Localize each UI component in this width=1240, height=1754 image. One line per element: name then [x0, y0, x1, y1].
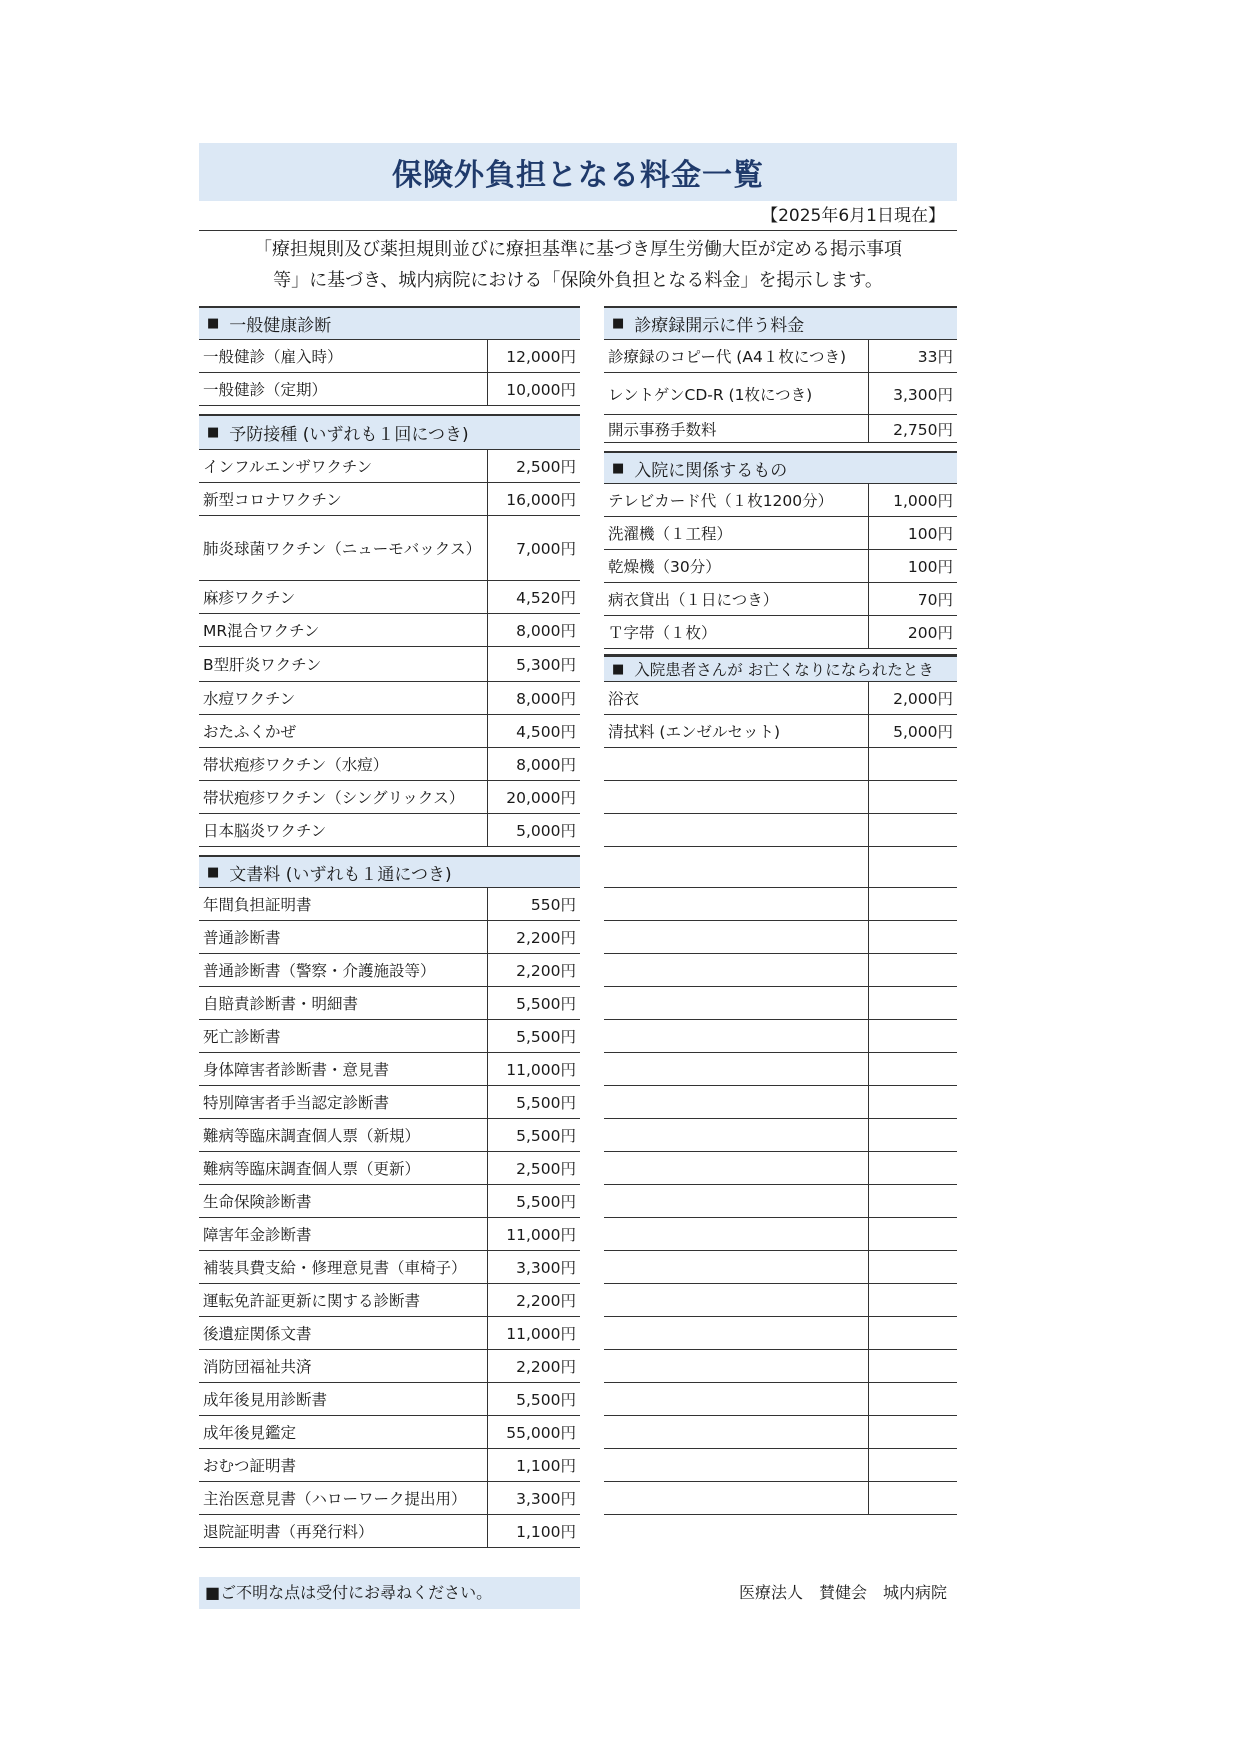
item-price: 10,000円	[506, 381, 576, 399]
square-bullet-icon: ■	[612, 661, 625, 677]
table-row	[199, 1449, 580, 1482]
table-row	[199, 682, 580, 715]
item-price: 2,200円	[516, 929, 576, 947]
table-row	[199, 1185, 580, 1218]
item-name: 特別障害者手当認定診断書	[199, 1086, 488, 1118]
table-row	[199, 1020, 580, 1053]
item-name: Ｔ字帯（１枚）	[604, 616, 869, 648]
item-price: 3,300円	[516, 1490, 576, 1508]
square-bullet-icon: ■	[207, 425, 220, 440]
empty-row	[604, 921, 957, 954]
section-header-records	[604, 306, 957, 340]
empty-row	[604, 1086, 957, 1119]
table-row	[604, 682, 957, 715]
empty-row	[604, 1383, 957, 1416]
square-bullet-icon: ■	[207, 316, 220, 331]
item-name: 身体障害者診断書・意見書	[199, 1053, 488, 1085]
section-header-admission	[604, 451, 957, 484]
item-price: 16,000円	[506, 491, 576, 509]
table-row	[199, 888, 580, 921]
item-name: 障害年金診断書	[199, 1218, 488, 1250]
item-price: 11,000円	[506, 1325, 576, 1343]
section-title: 診療録開示に伴う料金	[634, 316, 805, 336]
table-row	[199, 1086, 580, 1119]
table-row	[199, 614, 580, 647]
item-name: 成年後見鑑定	[199, 1416, 488, 1448]
item-name: 後遺症関係文書	[199, 1317, 488, 1349]
table-row	[199, 373, 580, 406]
empty-row	[604, 1185, 957, 1218]
item-name: 清拭料 (エンゼルセット)	[604, 715, 869, 747]
section-gap	[199, 847, 580, 855]
item-price: 3,300円	[893, 385, 953, 404]
section-title: 入院に関係するもの	[634, 460, 788, 481]
item-price: 5,500円	[516, 995, 576, 1013]
table-row	[199, 1218, 580, 1251]
item-price: 5,500円	[516, 1028, 576, 1046]
item-name: 死亡診断書	[199, 1020, 488, 1052]
table-row	[199, 987, 580, 1020]
table-row	[199, 483, 580, 516]
table-row	[199, 450, 580, 483]
item-name: MR混合ワクチン	[199, 614, 488, 646]
item-name: 普通診断書（警察・介護施設等）	[199, 954, 488, 986]
empty-row	[604, 1152, 957, 1185]
table-row	[604, 415, 957, 443]
item-name: 洗濯機（１工程）	[604, 517, 869, 549]
item-price: 2,200円	[516, 1358, 576, 1376]
item-price: 11,000円	[506, 1226, 576, 1244]
item-name: 普通診断書	[199, 921, 488, 953]
empty-row	[604, 1020, 957, 1053]
item-price: 20,000円	[506, 789, 576, 807]
table-row	[199, 781, 580, 814]
item-name: 生命保険診断書	[199, 1185, 488, 1217]
item-name: おたふくかぜ	[199, 715, 488, 747]
square-bullet-icon: ■	[207, 864, 220, 880]
table-row	[199, 814, 580, 847]
table-row	[199, 1284, 580, 1317]
table-row	[199, 647, 580, 682]
item-price: 1,000円	[893, 492, 953, 510]
empty-row	[604, 1317, 957, 1350]
item-price: 55,000円	[506, 1424, 576, 1442]
item-name: 開示事務手数料	[604, 415, 869, 442]
table-row	[199, 1119, 580, 1152]
empty-row	[604, 1350, 957, 1383]
table-row	[199, 1053, 580, 1086]
section-header-deceased	[604, 655, 957, 682]
table-row	[199, 748, 580, 781]
table-row	[199, 1515, 580, 1548]
table-row	[604, 484, 957, 517]
item-name: 成年後見用診断書	[199, 1383, 488, 1415]
item-name: 一般健診（雇入時）	[199, 340, 488, 372]
empty-row	[604, 1416, 957, 1449]
table-row	[199, 1383, 580, 1416]
item-name: 日本脳炎ワクチン	[199, 814, 488, 846]
intro-text	[220, 234, 936, 296]
table-row	[199, 1152, 580, 1185]
organization-name: 医療法人 賛健会 城内病院	[738, 1583, 947, 1602]
table-row	[604, 715, 957, 748]
item-price: 2,200円	[516, 962, 576, 980]
right-column	[604, 306, 957, 1515]
item-name: 帯状疱疹ワクチン（シングリックス）	[199, 781, 488, 813]
square-bullet-icon: ■	[612, 316, 625, 331]
section-gap	[604, 443, 957, 451]
item-name: 消防団福祉共済	[199, 1350, 488, 1382]
table-row	[199, 954, 580, 987]
item-name: 主治医意見書（ハローワーク提出用）	[199, 1482, 488, 1514]
empty-row	[604, 888, 957, 921]
item-price: 12,000円	[506, 348, 576, 366]
empty-row	[604, 1449, 957, 1482]
item-name: インフルエンザワクチン	[199, 450, 488, 482]
item-price: 70円	[917, 591, 953, 609]
section-header-general	[199, 306, 580, 340]
item-name: 病衣貸出（１日につき）	[604, 583, 869, 615]
item-name: 浴衣	[604, 682, 869, 714]
empty-row	[604, 1284, 957, 1317]
item-name: 乾燥機（30分）	[604, 550, 869, 582]
table-row	[199, 516, 580, 581]
section-title: 入院患者さんが お亡くなりになられたとき	[634, 661, 934, 679]
empty-row	[604, 1251, 957, 1284]
item-price: 3,300円	[516, 1259, 576, 1277]
table-row	[604, 517, 957, 550]
empty-row	[604, 1053, 957, 1086]
empty-row	[604, 954, 957, 987]
item-name: 新型コロナワクチン	[199, 483, 488, 515]
table-row	[199, 1482, 580, 1515]
item-price: 2,000円	[893, 690, 953, 708]
empty-row	[604, 847, 957, 888]
item-name: 難病等臨床調査個人票（新規）	[199, 1119, 488, 1151]
item-price: 1,100円	[516, 1457, 576, 1475]
item-price: 5,500円	[516, 1193, 576, 1211]
item-name: テレビカード代（１枚1200分）	[604, 484, 869, 516]
item-name: おむつ証明書	[199, 1449, 488, 1481]
item-price: 5,000円	[893, 723, 953, 741]
item-price: 100円	[907, 558, 953, 576]
item-name: 難病等臨床調査個人票（更新）	[199, 1152, 488, 1184]
intro-line-2: 等」に基づき、城内病院における「保険外負担となる料金」を掲示します。	[273, 270, 883, 291]
item-name: 運転免許証更新に関する診断書	[199, 1284, 488, 1316]
item-price: 5,500円	[516, 1391, 576, 1409]
item-name: 年間負担証明書	[199, 888, 488, 920]
item-price: 8,000円	[516, 690, 576, 708]
item-price: 7,000円	[516, 540, 576, 558]
item-name: 麻疹ワクチン	[199, 581, 488, 613]
table-row	[199, 1251, 580, 1284]
empty-rows	[604, 748, 957, 1515]
title-band	[199, 143, 957, 201]
section-header-vaccine	[199, 414, 580, 450]
empty-row	[604, 987, 957, 1020]
item-name: レントゲンCD-R (1枚につき)	[604, 373, 869, 414]
date-label: 【2025年6月1日現在】	[199, 201, 957, 231]
table-row	[199, 1317, 580, 1350]
table-row	[199, 340, 580, 373]
page-title: 保険外負担となる料金一覧	[392, 158, 764, 193]
table-row	[604, 583, 957, 616]
item-price: 33円	[917, 348, 953, 366]
item-price: 5,300円	[516, 656, 576, 674]
footer-note: ■ご不明な点は受付にお尋ねください。	[199, 1577, 580, 1609]
table-row	[199, 921, 580, 954]
item-price: 2,500円	[516, 1160, 576, 1178]
left-column	[199, 306, 580, 1548]
table-row	[199, 581, 580, 614]
table-row	[199, 1350, 580, 1383]
section-title: 一般健康診断	[229, 316, 332, 336]
item-name: 退院証明書（再発行料）	[199, 1515, 488, 1547]
item-price: 200円	[907, 624, 953, 642]
item-name: 一般健診（定期）	[199, 373, 488, 405]
intro-line-1: 「療担規則及び薬担規則並びに療担基準に基づき厚生労働大臣が定める掲示事項	[254, 239, 902, 260]
table-row	[604, 373, 957, 415]
item-price: 2,750円	[893, 420, 953, 439]
empty-row	[604, 781, 957, 814]
item-price: 1,100円	[516, 1523, 576, 1541]
section-title: 予防接種 (いずれも１回につき)	[229, 425, 469, 445]
item-price: 100円	[907, 525, 953, 543]
item-name: 自賠責診断書・明細書	[199, 987, 488, 1019]
item-price: 8,000円	[516, 622, 576, 640]
square-bullet-icon: ■	[612, 460, 625, 476]
empty-row	[604, 814, 957, 847]
item-price: 8,000円	[516, 756, 576, 774]
item-price: 5,000円	[516, 822, 576, 840]
table-row	[604, 616, 957, 649]
item-price: 11,000円	[506, 1061, 576, 1079]
item-name: 診療録のコピー代 (A4１枚につき)	[604, 340, 869, 372]
table-row	[604, 340, 957, 373]
item-name: 補装具費支給・修理意見書（車椅子）	[199, 1251, 488, 1283]
item-price: 5,500円	[516, 1127, 576, 1145]
empty-row	[604, 1218, 957, 1251]
item-price: 2,200円	[516, 1292, 576, 1310]
empty-row	[604, 1482, 957, 1515]
section-header-documents	[199, 855, 580, 888]
section-gap	[199, 406, 580, 414]
item-price: 4,520円	[516, 589, 576, 607]
empty-row	[604, 748, 957, 781]
item-name: 肺炎球菌ワクチン（ニューモバックス）	[199, 516, 488, 580]
item-price: 4,500円	[516, 723, 576, 741]
item-name: B型肝炎ワクチン	[199, 647, 488, 681]
item-price: 2,500円	[516, 458, 576, 476]
table-row	[199, 1416, 580, 1449]
item-name: 水痘ワクチン	[199, 682, 488, 714]
empty-row	[604, 1119, 957, 1152]
item-name: 帯状疱疹ワクチン（水痘）	[199, 748, 488, 780]
section-title: 文書料 (いずれも１通につき)	[229, 864, 452, 885]
table-row	[199, 715, 580, 748]
item-price: 550円	[530, 896, 576, 914]
table-row	[604, 550, 957, 583]
item-price: 5,500円	[516, 1094, 576, 1112]
